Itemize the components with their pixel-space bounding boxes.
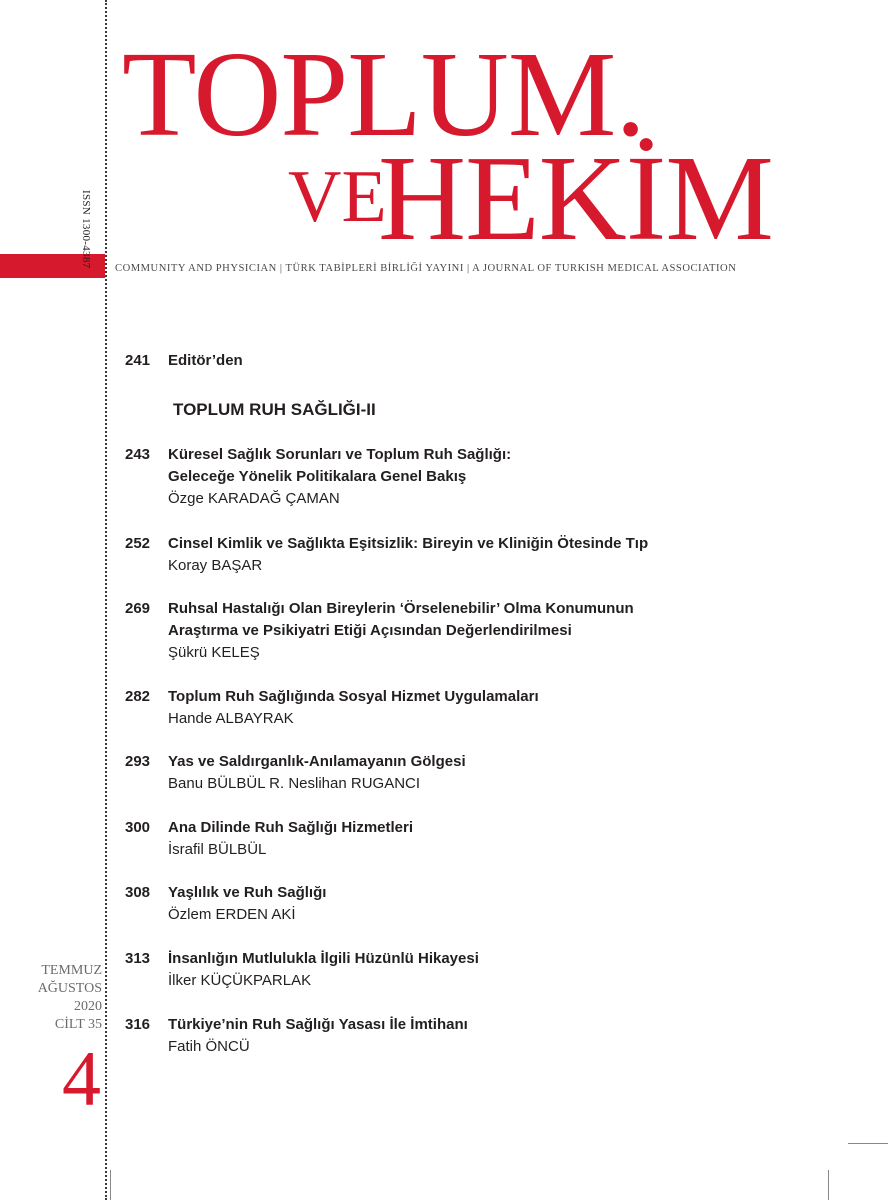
toc-page-number: 282 — [125, 688, 151, 705]
toc-page-number: 316 — [125, 1016, 151, 1033]
issue-number: 4 — [62, 1035, 101, 1122]
toc-title: Küresel Sağlık Sorunları ve Toplum Ruh Sağlığı: Geleceğe Yönelik Politikalara Genel Bakış — [168, 446, 512, 485]
margin-dotted-rule — [105, 0, 107, 1200]
toc-author: Şükrü KELEŞ — [168, 644, 260, 661]
crop-mark — [828, 1170, 829, 1200]
toc-page-number: 300 — [125, 819, 151, 836]
crop-mark — [110, 1170, 111, 1200]
toc-author: Özlem ERDEN AKİ — [168, 906, 296, 923]
toc-page-number: 241 — [125, 352, 151, 369]
toc-page-number: 308 — [125, 884, 151, 901]
toc-page-number: 269 — [125, 600, 151, 617]
toc-page-number: 293 — [125, 753, 151, 770]
issue-info — [0, 962, 104, 1034]
toc-author: Koray BAŞAR — [168, 557, 263, 574]
issue-volume: CİLT 35 — [54, 1017, 102, 1032]
issue-year: 2020 — [74, 999, 102, 1014]
toc-page-number: 252 — [125, 535, 151, 552]
toc-author: Banu BÜLBÜL R. Neslihan RUGANCI — [168, 775, 421, 792]
section-heading: TOPLUM RUH SAĞLIĞI-II — [173, 400, 376, 419]
masthead-subtitle: COMMUNITY AND PHYSICIAN | TÜRK TABİPLERİ BİRLİĞİ YAYINI | A JOURNAL OF TURKISH MEDICAL ASSOCIATION — [115, 263, 737, 274]
toc-author: Hande ALBAYRAK — [168, 710, 294, 727]
masthead-title-hekim: HEKİM — [378, 131, 773, 266]
toc-title: Yas ve Saldırganlık-Anılamayanın Gölgesi — [168, 753, 466, 770]
toc-page-number: 243 — [125, 446, 151, 463]
toc-title: Yaşlılık ve Ruh Sağlığı — [168, 884, 327, 901]
toc-author: Özge KARADAĞ ÇAMAN — [168, 490, 340, 507]
toc-title: Editör’den — [168, 352, 243, 369]
issue-month: AĞUSTOS — [37, 981, 102, 996]
toc-author: İsrafil BÜLBÜL — [168, 841, 267, 858]
toc-title: Ana Dilinde Ruh Sağlığı Hizmetleri — [168, 819, 414, 836]
issn-number: ISSN 1300-4387 — [80, 190, 92, 269]
toc-author: Fatih ÖNCÜ — [168, 1038, 250, 1055]
masthead-title-ve: VE — [288, 156, 387, 238]
issue-month: TEMMUZ — [41, 963, 102, 978]
toc-title: Türkiye’nin Ruh Sağlığı Yasası İle İmtihanı — [168, 1016, 468, 1033]
toc-author: İlker KÜÇÜKPARLAK — [168, 972, 312, 989]
toc-title: Ruhsal Hastalığı Olan Bireylerin ‘Örselenebilir’ Olma Konumunun Araştırma ve Psikiyatri Etiği Açısından Değerlendirilmesi — [168, 600, 634, 639]
masthead-title-toplum: TOPLUM. — [122, 27, 645, 162]
toc-title: Cinsel Kimlik ve Sağlıkta Eşitsizlik: Bireyin ve Kliniğin Ötesinde Tıp — [168, 535, 649, 552]
toc-page-number: 313 — [125, 950, 151, 967]
toc-title: Toplum Ruh Sağlığında Sosyal Hizmet Uygulamaları — [168, 688, 539, 705]
toc-title: İnsanlığın Mutlulukla İlgili Hüzünlü Hikayesi — [168, 950, 479, 967]
crop-mark — [848, 1143, 888, 1144]
